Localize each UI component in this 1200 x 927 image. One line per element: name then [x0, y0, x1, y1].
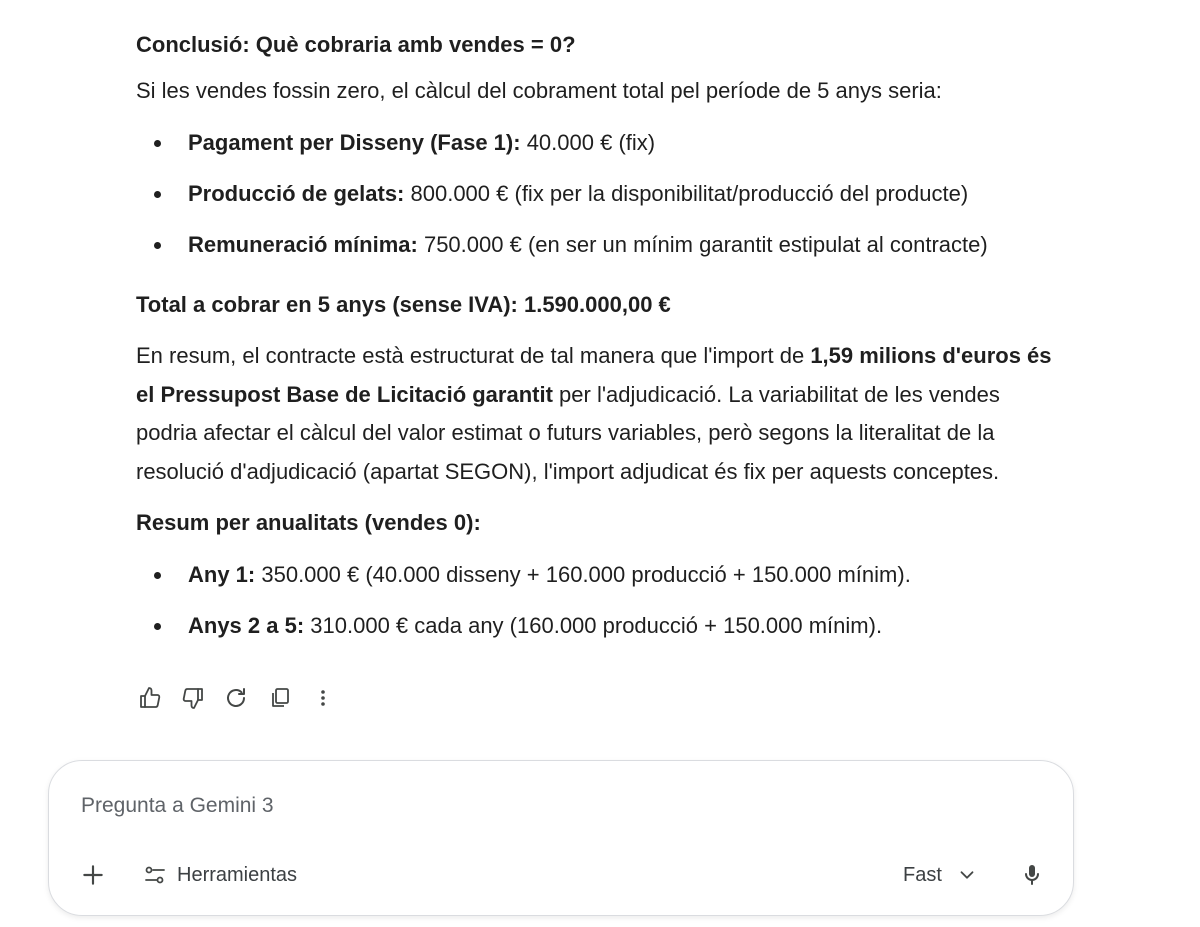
list-item-label: Pagament per Disseny (Fase 1): — [188, 130, 521, 155]
list-item-text: 750.000 € (en ser un mínim garantit estipulat al contracte) — [417, 232, 988, 257]
list-item-text: 350.000 € (40.000 disseny + 160.000 producció + 150.000 mínim). — [255, 562, 911, 587]
more-vert-icon[interactable] — [309, 684, 337, 712]
list-item-label: Producció de gelats: — [188, 181, 405, 206]
plus-icon — [80, 862, 106, 888]
bullet-dot — [154, 242, 161, 249]
summary-paragraph — [136, 337, 1066, 491]
microphone-icon — [1020, 863, 1044, 887]
list-item-text: 40.000 € (fix) — [520, 130, 656, 155]
prompt-input[interactable] — [81, 789, 981, 823]
intro-paragraph: Si les vendes fossin zero, el càlcul del cobrament total pel període de 5 anys seria: — [136, 78, 942, 103]
list-item-text: 310.000 € cada any (160.000 producció + 150.000 mínim). — [304, 613, 883, 638]
chevron-down-icon — [956, 864, 978, 886]
model-selector[interactable] — [903, 859, 978, 891]
list-item-text: 800.000 € (fix per la disponibilitat/producció del producte) — [404, 181, 969, 206]
thumbs-down-icon[interactable] — [179, 684, 207, 712]
mic-button[interactable] — [1015, 858, 1049, 892]
add-button[interactable] — [77, 859, 109, 891]
summary-bold: 1,59 milions d'euros és el Pressupost Base de Licitació garantit — [136, 343, 1052, 407]
thumbs-up-icon[interactable] — [136, 684, 164, 712]
model-label: Fast — [903, 863, 942, 886]
prompt-box — [48, 760, 1074, 916]
copy-icon[interactable] — [266, 684, 294, 712]
tools-button[interactable] — [143, 859, 297, 891]
conclusion-heading: Conclusió: Què cobraria amb vendes = 0? — [136, 32, 576, 57]
list-item-label: Remuneració mínima: — [188, 232, 418, 257]
total-heading: Total a cobrar en 5 anys (sense IVA): 1.590.000,00 € — [136, 292, 671, 317]
summary-part1: En resum, el contracte està estructurat de tal manera que l'import de — [136, 343, 811, 368]
list-item-label: Any 1: — [188, 562, 256, 587]
bullet-dot — [154, 191, 161, 198]
tune-icon — [143, 863, 167, 887]
annual-heading: Resum per anualitats (vendes 0): — [136, 510, 481, 535]
bullet-dot — [154, 623, 161, 630]
list-item-label: Anys 2 a 5: — [188, 613, 305, 638]
tools-label: Herramientas — [177, 863, 298, 886]
summary-part2: per l'adjudicació. La variabilitat de les vendes podria afectar el càlcul del valor estimat o futurs variables, però segons la literalitat de la resolució d'adjudicació (apartat SEGON), l'import adjudicat és fix per aquests conceptes. — [136, 381, 1000, 484]
regenerate-icon[interactable] — [222, 684, 250, 712]
bullet-dot — [154, 140, 161, 147]
bullet-dot — [154, 572, 161, 579]
